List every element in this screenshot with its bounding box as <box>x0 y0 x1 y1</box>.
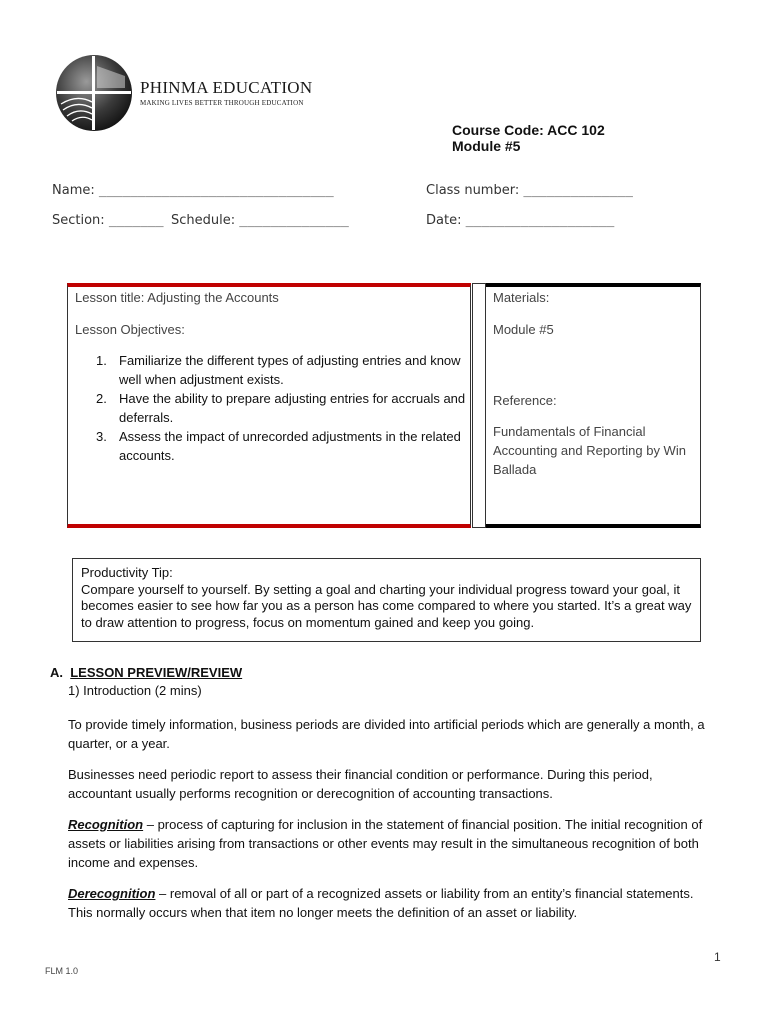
schedule-blank[interactable]: ______________ <box>239 213 349 228</box>
objectives-list <box>96 351 466 465</box>
class-number-label: Class number: <box>426 183 520 198</box>
section-field[interactable] <box>52 213 164 228</box>
derecognition-term: Derecognition <box>68 886 156 901</box>
tip-label: Productivity Tip: <box>81 565 173 580</box>
date-blank[interactable]: ___________________ <box>465 213 615 228</box>
reference-label: Reference: <box>493 393 557 408</box>
module-number: Module #5 <box>452 138 521 154</box>
course-code: Course Code: ACC 102 <box>452 122 605 138</box>
paragraph-periods: To provide timely information, business periods are divided into artificial periods which are generally a month, a quarter, or a year. <box>68 717 705 751</box>
schedule-label: Schedule: <box>171 213 236 228</box>
class-number-blank[interactable]: ______________ <box>523 183 633 198</box>
phinma-logo-icon <box>55 54 133 132</box>
materials-value: Module #5 <box>493 322 554 337</box>
section-title: LESSON PREVIEW/REVIEW <box>70 665 243 680</box>
list-item: 2. Have the ability to prepare adjusting entries for accruals and deferrals. <box>96 391 466 425</box>
paragraph-periodic-report: Businesses need periodic report to assess their financial condition or performance. During this period, accountant usually performs recognition or derecognition of accounting transactions. <box>68 767 653 801</box>
logo-name: PHINMA EDUCATION <box>140 78 313 97</box>
course-info <box>452 122 605 154</box>
derecognition-definition: – removal of all or part of a recognized assets or liability from an entity’s financial statements. This normally occurs when that item no longer meets the definition of an asset or liability. <box>68 886 694 920</box>
date-label: Date: <box>426 213 462 228</box>
recognition-term: Recognition <box>68 817 144 832</box>
tip-text: Compare yourself to yourself. By setting a goal and charting your individual progress toward your goal, it becomes easier to see how far you as a person has come compared to where you started. It’s a great way to draw attention to progress, focus on momentum gained and keep you going. <box>81 581 692 630</box>
lesson-title: Lesson title: Adjusting the Accounts <box>75 290 279 305</box>
section-heading <box>50 665 242 680</box>
name-label: Name: <box>52 183 95 198</box>
class-number-field[interactable] <box>426 183 633 198</box>
paragraph-recognition <box>68 815 718 872</box>
section-marker: A. <box>50 665 63 680</box>
paragraph-derecognition <box>68 884 718 922</box>
list-item: 3. Assess the impact of unrecorded adjustments in the related accounts. <box>96 429 461 463</box>
page-number: 1 <box>714 950 721 964</box>
name-blank[interactable]: ______________________________ <box>98 183 334 198</box>
list-item: 1. Familiarize the different types of adjusting entries and know well when adjustment exists. <box>96 353 461 387</box>
date-field[interactable] <box>426 213 614 228</box>
productivity-tip-box <box>72 558 701 642</box>
materials-label: Materials: <box>493 290 550 305</box>
section-label: Section: <box>52 213 105 228</box>
reference-value: Fundamentals of Financial Accounting and Reporting by Win Ballada <box>493 424 686 477</box>
schedule-field[interactable] <box>171 213 349 228</box>
box-separator <box>472 283 486 528</box>
objectives-label: Lesson Objectives: <box>75 322 185 337</box>
footer-code: FLM 1.0 <box>45 966 79 976</box>
name-field[interactable] <box>52 183 334 198</box>
logo-tagline: MAKING LIVES BETTER THROUGH EDUCATION <box>140 99 304 107</box>
section-blank[interactable]: _______ <box>108 213 164 228</box>
intro-heading: 1) Introduction (2 mins) <box>68 683 202 698</box>
recognition-definition: – process of capturing for inclusion in the statement of financial position. The initial recognition of assets or liabilities arising from transactions or other events may result in the simultaneous recognition of both income and expenses. <box>68 817 703 870</box>
